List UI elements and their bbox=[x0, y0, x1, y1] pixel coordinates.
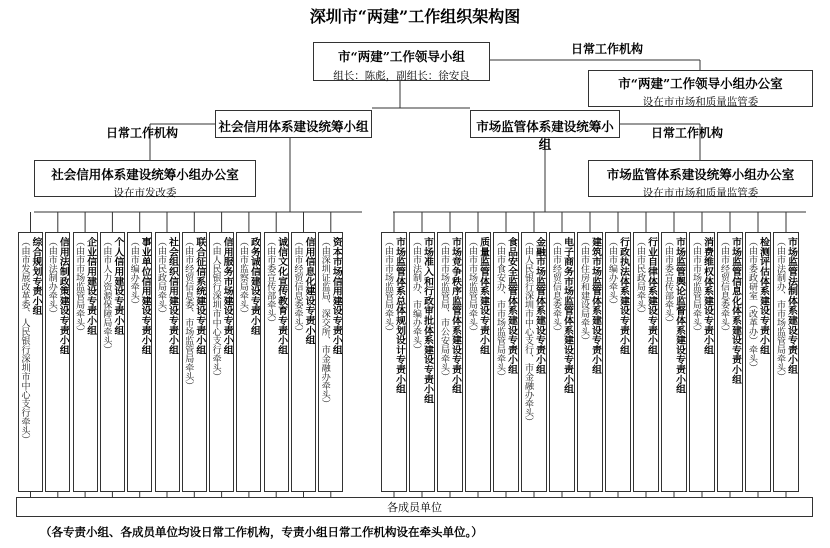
team-name: 市场监管法制体系建设专责小组 bbox=[786, 237, 797, 375]
team-lead-units: （由市法制办牵头） bbox=[46, 237, 57, 318]
market-office-title: 市场监管体系建设统筹小组办公室 bbox=[606, 167, 795, 182]
team-lead-units: （由市人力资源保障局牵头） bbox=[101, 237, 112, 354]
team-name: 信用法制政策建设专责小组 bbox=[57, 237, 69, 355]
team-box bbox=[577, 232, 603, 492]
team-lead-units: （由市经贸信息委、市场监管局牵头） bbox=[183, 237, 194, 390]
team-box bbox=[493, 232, 519, 492]
team-lead-units: （由市市场监管局牵头） bbox=[691, 237, 701, 336]
team-name: 资本市场信用建设专责小组 bbox=[330, 237, 342, 355]
team-box bbox=[155, 232, 180, 492]
team-name: 行业自律体系建设专责小组 bbox=[646, 237, 657, 355]
credit-office-label: 日常工作机构 bbox=[106, 126, 179, 140]
credit-office-box bbox=[34, 160, 256, 197]
team-box bbox=[18, 232, 43, 492]
team-box bbox=[236, 232, 261, 492]
team-name: 信用信息化建设专责小组 bbox=[303, 237, 315, 345]
team-name: 消费维权体系建设专责小组 bbox=[702, 237, 713, 355]
leadership-office-location: 设在市市场和质量监管委 bbox=[642, 96, 759, 108]
credit-system-group-box bbox=[215, 110, 372, 138]
team-lead-units: （由深圳证监局、深交所、市金融办牵头） bbox=[319, 237, 330, 408]
team-box bbox=[437, 232, 463, 492]
team-box bbox=[381, 232, 407, 492]
team-lead-units: （由市编办牵头） bbox=[128, 237, 139, 309]
team-lead-units: （由人民银行深圳市中心支行牵头） bbox=[210, 237, 221, 381]
team-lead-units: （由市住房和建设局牵头） bbox=[579, 237, 589, 345]
team-name: 个人信用建设专责小组 bbox=[112, 237, 124, 335]
team-lead-units: （由市民政局牵头） bbox=[156, 237, 166, 318]
team-name: 食品安全监管体系建设专责小组 bbox=[506, 237, 517, 375]
market-office-box bbox=[588, 160, 813, 197]
team-name: 市场准入和行政审批体系建设专责小组 bbox=[422, 237, 433, 404]
team-lead-units: （由市委宣传部牵头） bbox=[663, 237, 673, 327]
credit-office-location: 设在市发改委 bbox=[113, 187, 177, 199]
team-box bbox=[633, 232, 659, 492]
team-lead-units: （由市民政局牵头） bbox=[635, 237, 645, 318]
credit-system-group-title: 社会信用体系建设统筹小组 bbox=[218, 119, 369, 134]
page-title: 深圳市“两建”工作组织架构图 bbox=[309, 7, 521, 26]
team-lead-units: （由市食安办、市市场监管局牵头） bbox=[495, 237, 505, 381]
team-name: 信用服务市场建设专责小组 bbox=[221, 237, 233, 355]
team-lead-units: （由市市场监管局牵头） bbox=[467, 237, 477, 336]
team-name: 质量监管体系建设专责小组 bbox=[478, 237, 489, 355]
member-units-bar bbox=[16, 497, 813, 517]
team-box bbox=[73, 232, 98, 492]
credit-office-title: 社会信用体系建设统筹小组办公室 bbox=[51, 167, 239, 182]
team-lead-units: （由市市场监管局牵头） bbox=[383, 237, 393, 336]
market-office-label: 日常工作机构 bbox=[651, 126, 724, 140]
team-name: 市场监管体系总体规划设计专责小组 bbox=[394, 237, 405, 394]
market-supervision-group-box bbox=[470, 110, 620, 152]
team-lead-units: （由市经贸信息委牵头） bbox=[719, 237, 729, 336]
team-lead-units: （由市经贸信息委牵头） bbox=[292, 237, 303, 336]
team-lead-units: （由市法制办、市编办牵头） bbox=[411, 237, 421, 354]
team-name: 政务诚信建设专责小组 bbox=[248, 237, 260, 335]
team-lead-units: （由市监察局牵头） bbox=[237, 237, 248, 318]
team-lead-units: （由市委政研室（改革办）牵头） bbox=[747, 237, 757, 372]
team-box bbox=[689, 232, 715, 492]
team-name: 市场监管信息化体系建设专责小组 bbox=[730, 237, 741, 384]
market-office-location: 设在市市场和质量监管委 bbox=[642, 187, 759, 199]
team-box bbox=[182, 232, 207, 492]
team-lead-units: （由市编办牵头） bbox=[607, 237, 617, 309]
team-lead-units: （由市市场监管局牵头） bbox=[74, 237, 85, 336]
team-name: 市场竞争秩序监管体系建设专责小组 bbox=[450, 237, 461, 394]
team-box bbox=[549, 232, 575, 492]
team-name: 市场监管舆论监督体系建设专责小组 bbox=[674, 237, 685, 394]
team-name: 建筑市场监管体系建设专责小组 bbox=[590, 237, 601, 375]
team-lead-units: （由市发展改革委、人民银行深圳市中心支行牵头） bbox=[19, 237, 30, 444]
team-box bbox=[264, 232, 289, 492]
member-units-label: 各成员单位 bbox=[387, 501, 442, 514]
team-box bbox=[717, 232, 743, 492]
team-lead-units: （由人民银行深圳市中心支行、市金融办牵头） bbox=[523, 237, 533, 426]
leadership-group-title: 市“两建”工作领导小组 bbox=[338, 49, 465, 64]
team-name: 检测评估体系建设专责小组 bbox=[758, 237, 769, 355]
team-name: 联合征信系统建设专责小组 bbox=[194, 237, 206, 355]
team-box bbox=[45, 232, 70, 492]
team-lead-units: （由市市场监管局、市公安局牵头） bbox=[439, 237, 449, 381]
team-name: 企业信用建设专责小组 bbox=[85, 237, 97, 335]
top-office-label: 日常工作机构 bbox=[571, 42, 644, 56]
team-box bbox=[209, 232, 234, 492]
team-box bbox=[465, 232, 491, 492]
team-box bbox=[318, 232, 343, 492]
market-supervision-group-title: 市场监管体系建设统筹小组 bbox=[476, 119, 614, 152]
team-lead-units: （由市委宣传部牵头） bbox=[265, 237, 276, 327]
team-name: 电子商务市场监管体系建设专责小组 bbox=[562, 237, 573, 394]
team-name: 事业单位信用建设专责小组 bbox=[139, 237, 151, 355]
team-box bbox=[100, 232, 125, 492]
leadership-group-members: 组长：陈彪，副组长：徐安良 bbox=[333, 70, 470, 82]
team-name: 诚信文化宣传教育专责小组 bbox=[276, 237, 288, 355]
team-box bbox=[291, 232, 316, 492]
team-name: 综合规划专责小组 bbox=[30, 237, 42, 316]
team-box bbox=[661, 232, 687, 492]
team-box bbox=[773, 232, 799, 492]
team-box bbox=[745, 232, 771, 492]
leadership-office-title: 市“两建”工作领导小组办公室 bbox=[618, 76, 783, 91]
team-box bbox=[521, 232, 547, 492]
leadership-office-box bbox=[588, 70, 813, 107]
footer-note: （各专责小组、各成员单位均设日常工作机构，专责小组日常工作机构设在牵头单位。） bbox=[40, 525, 483, 539]
team-name: 社会组织信用建设专责小组 bbox=[167, 237, 178, 355]
team-lead-units: （由市法制办、市市场监管局牵头） bbox=[775, 237, 785, 381]
team-name: 金融市场监管体系建设专责小组 bbox=[534, 237, 545, 375]
team-box bbox=[127, 232, 152, 492]
team-box bbox=[409, 232, 435, 492]
team-lead-units: （由市经贸信息委牵头） bbox=[551, 237, 561, 336]
team-name: 行政执法体系建设专责小组 bbox=[618, 237, 629, 355]
leadership-group-box bbox=[313, 42, 490, 81]
team-box bbox=[605, 232, 631, 492]
